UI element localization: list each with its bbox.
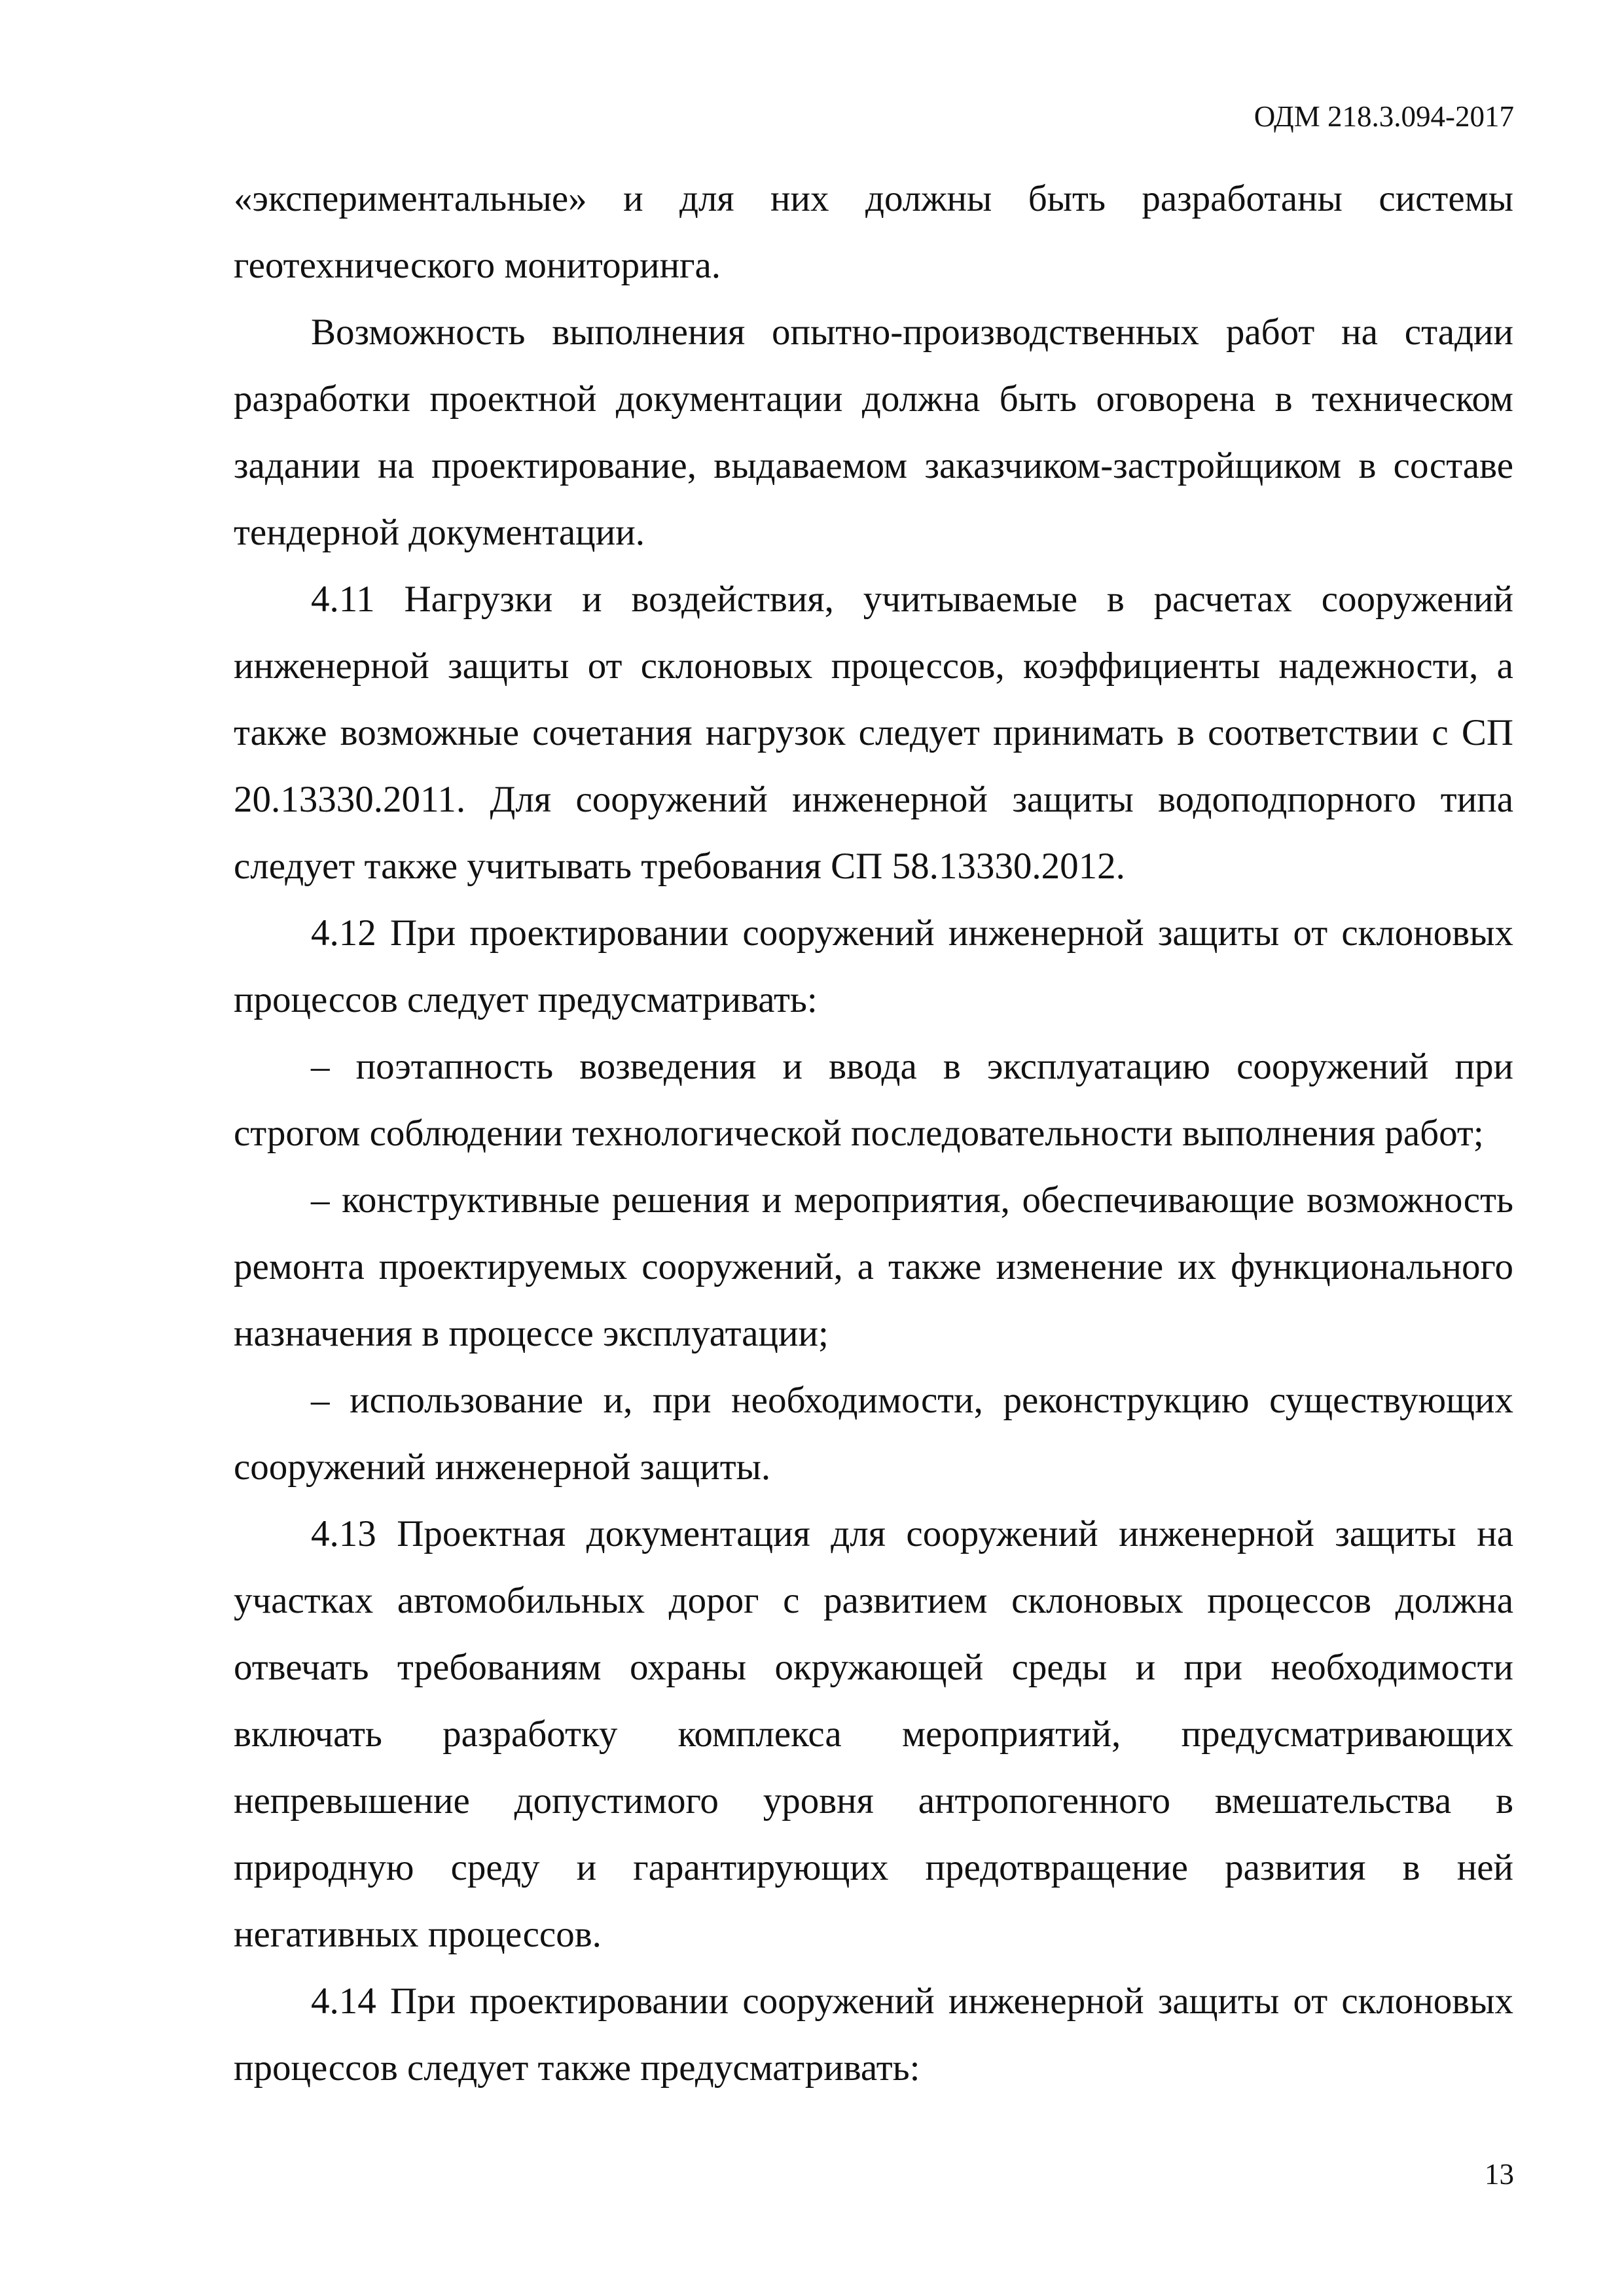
- paragraph-4-11: 4.11 Нагрузки и воздействия, учитываемые в расчетах сооружений инженерной защиты от склоновых процессов, коэффициенты надежности, а также возможные сочетания нагрузок следует принимать в соответствии с СП 20.13330.2011. Для сооружений инженерной защиты водоподпорного типа следует также учитывать требования СП 58.13330.2012.: [234, 579, 1513, 887]
- paragraph-continuation: «экспериментальные» и для них должны быть разработаны системы геотехнического мониторинга.: [234, 178, 1513, 286]
- paragraph-4-13: 4.13 Проектная документация для сооружений инженерной защиты на участках автомобильных дорог с развитием склоновых процессов должна отвечать требованиям охраны окружающей среды и при необходимости включать разработку комплекса мероприятий, предусматривающих непревышение допустимого уровня антропогенного вмешательства в природную среду и гарантирующих предотвращение развития в ней негативных процессов.: [234, 1513, 1513, 1955]
- document-code-header: ОДМ 218.3.094-2017: [1254, 100, 1514, 133]
- list-item-design-solutions: – конструктивные решения и мероприятия, обеспечивающие возможность ремонта проектируемых сооружений, а также изменение их функционального назначения в процессе эксплуатации;: [234, 1179, 1513, 1354]
- list-item-staging: – поэтапность возведения и ввода в эксплуатацию сооружений при строгом соблюдении технологической последовательности выполнения работ;: [234, 1046, 1513, 1154]
- list-item-reuse: – использование и, при необходимости, реконструкцию существующих сооружений инженерной защиты.: [234, 1380, 1513, 1488]
- page-number: 13: [1485, 2158, 1514, 2191]
- body-text: [234, 166, 1513, 2102]
- paragraph-pilot-works: Возможность выполнения опытно-производственных работ на стадии разработки проектной документации должна быть оговорена в техническом задании на проектирование, выдаваемом заказчиком-застройщиком в составе тендерной документации.: [234, 312, 1513, 553]
- paragraph-4-12: 4.12 При проектировании сооружений инженерной защиты от склоновых процессов следует предусматривать:: [234, 912, 1513, 1020]
- paragraph-4-14: 4.14 При проектировании сооружений инженерной защиты от склоновых процессов следует также предусматривать:: [234, 1981, 1513, 2089]
